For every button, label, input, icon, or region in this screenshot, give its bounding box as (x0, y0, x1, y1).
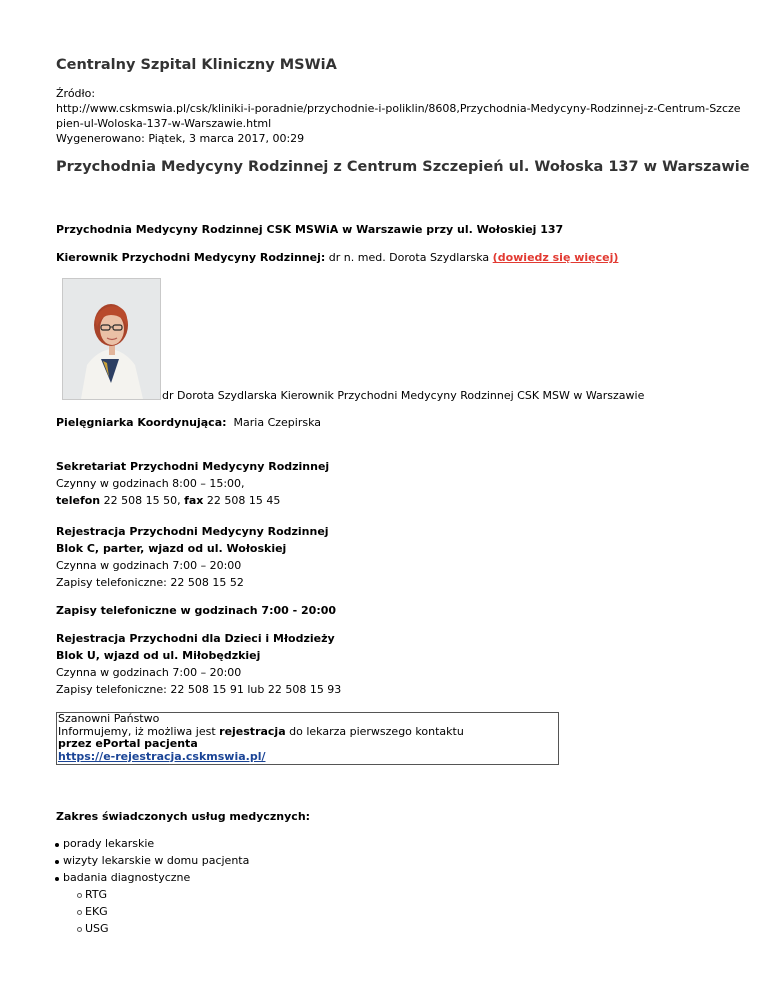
list-item: USG (77, 920, 310, 937)
photo-caption: dr Dorota Szydlarska Kierownik Przychodni Medycyny Rodzinnej CSK MSW w Warszawie (162, 389, 645, 402)
list-item: EKG (77, 903, 310, 920)
kids-registration-section (56, 630, 341, 698)
registration-hours: Czynna w godzinach 7:00 – 20:00 (56, 559, 242, 572)
phone-hours-heading: Zapisy telefoniczne w godzinach 7:00 - 20:00 (56, 604, 337, 617)
list-item-label: badania diagnostyczne (63, 871, 191, 884)
secretariat-title: Sekretariat Przychodni Medycyny Rodzinnej (56, 460, 330, 473)
kids-registration-phone: Zapisy telefoniczne: 22 508 15 91 lub 22 508 15 93 (56, 683, 342, 696)
source-url-line-1: http://www.cskmswia.pl/csk/kliniki-i-poradnie/przychodnie-i-poliklin/8608,Przychodnia-Medycyny-Rodzinnej-z-Centrum-Szcze (56, 102, 741, 115)
phone-number: 22 508 15 50, (100, 494, 185, 507)
site-title: Centralny Szpital Kliniczny MSWiA (56, 57, 337, 73)
list-item (56, 869, 310, 937)
list-item: wizyty lekarskie w domu pacjenta (56, 852, 310, 869)
eportal-link[interactable]: https://e-rejestracja.cskmswia.pl/ (58, 749, 266, 763)
notice-text-bold: rejestracja (219, 724, 286, 738)
registration-phone: Zapisy telefoniczne: 22 508 15 52 (56, 576, 244, 589)
page-title: Przychodnia Medycyny Rodzinnej z Centrum Szczepień ul. Wołoska 137 w Warszawie (56, 159, 750, 175)
nurse-line (56, 414, 321, 431)
eportal-notice (56, 712, 559, 765)
registration-title: Rejestracja Przychodni Medycyny Rodzinnej (56, 525, 329, 538)
fax-label: fax (184, 494, 204, 507)
manager-label: Kierownik Przychodni Medycyny Rodzinnej: (56, 251, 326, 264)
notice-text-after: do lekarza pierwszego kontaktu (285, 724, 464, 738)
registration-location: Blok C, parter, wjazd od ul. Wołoskiej (56, 542, 287, 555)
nurse-name: Maria Czepirska (233, 416, 322, 429)
services-list (56, 835, 310, 937)
secretariat-hours: Czynny w godzinach 8:00 – 15:00, (56, 477, 245, 490)
kids-registration-location: Blok U, wjazd od ul. Miłobędzkiej (56, 649, 261, 662)
source-url-line-2: pien-ul-Woloska-137-w-Warszawie.html (56, 117, 272, 130)
list-item: porady lekarskie (56, 835, 310, 852)
manager-photo-block (62, 278, 662, 408)
registration-section (56, 523, 329, 591)
manager-line (56, 249, 618, 266)
manager-name: dr n. med. Dorota Szydlarska (325, 251, 493, 264)
notice-greeting: Szanowni Państwo (58, 712, 160, 725)
kids-registration-hours: Czynna w godzinach 7:00 – 20:00 (56, 666, 242, 679)
notice-text-before: Informujemy, iż możliwa jest (58, 724, 220, 738)
kids-registration-title: Rejestracja Przychodni dla Dzieci i Młodzieży (56, 632, 335, 645)
intro-heading: Przychodnia Medycyny Rodzinnej CSK MSWiA w Warszawie przy ul. Wołoskiej 137 (56, 223, 564, 236)
services-section (56, 808, 310, 937)
manager-photo-image (63, 279, 160, 399)
fax-number: 22 508 15 45 (203, 494, 281, 507)
source-meta (56, 86, 746, 146)
source-label: Źródło: (56, 87, 96, 100)
learn-more-link[interactable]: (dowiedz się więcej) (492, 251, 619, 264)
nurse-label: Pielęgniarka Koordynująca: (56, 416, 227, 429)
services-title: Zakres świadczonych usług medycznych: (56, 810, 311, 823)
secretariat-contacts (56, 492, 329, 509)
list-item: RTG (77, 886, 310, 903)
generated-date: Wygenerowano: Piątek, 3 marca 2017, 00:29 (56, 132, 305, 145)
notice-portal: przez ePortal pacjenta (58, 737, 198, 750)
phone-label: telefon (56, 494, 101, 507)
secretariat-section (56, 458, 329, 509)
diagnostics-list (63, 886, 310, 937)
manager-photo (62, 278, 161, 400)
